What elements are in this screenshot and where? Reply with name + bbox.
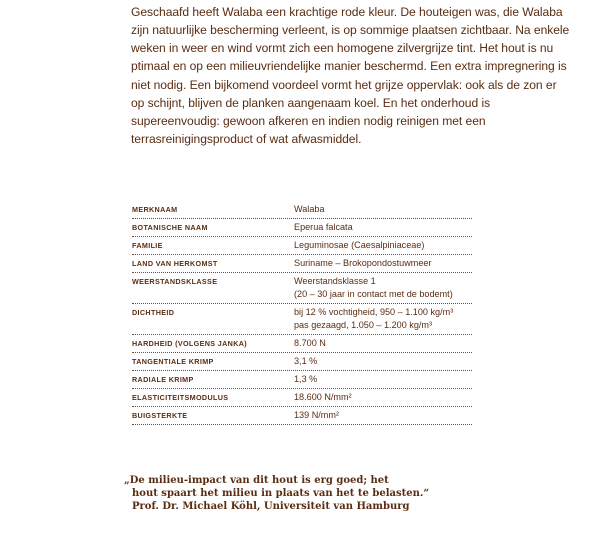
spec-value-line: 139 N/mm² <box>294 410 339 420</box>
spec-value <box>294 391 472 404</box>
spec-value-line: 3,1 % <box>294 356 318 366</box>
spec-value <box>294 409 472 422</box>
spec-value-line: Eperua falcata <box>294 222 353 232</box>
spec-row-buigsterkte <box>132 407 472 425</box>
spec-value <box>294 203 472 216</box>
spec-row-botanische-naam <box>132 219 472 237</box>
quote-author: Prof. Dr. Michael Köhl, Universiteit van Hamburg <box>132 501 410 513</box>
spec-value-line: Suriname – Brokopondostuwmeer <box>294 258 432 268</box>
spec-label: RADIALE KRIMP <box>132 375 194 384</box>
spec-row-weerstandsklasse <box>132 273 472 304</box>
spec-row-tangentiale-krimp <box>132 353 472 371</box>
spec-value-line: bij 12 % vochtigheid, 950 – 1.100 kg/m³ <box>294 307 454 317</box>
spec-value <box>294 337 472 350</box>
spec-label: BUIGSTERKTE <box>132 411 188 420</box>
spec-value-line: 8.700 N <box>294 338 326 348</box>
spec-label: DICHTHEID <box>132 308 175 317</box>
spec-label: FAMILIE <box>132 241 163 250</box>
spec-row-hardheid <box>132 335 472 353</box>
spec-label: WEERSTANDSKLASSE <box>132 277 218 286</box>
quote-line: „De milieu-impact van dit hout is erg goed; het <box>124 475 389 486</box>
spec-row-elasticiteitsmodulus <box>132 389 472 407</box>
spec-row-familie <box>132 237 472 255</box>
spec-value <box>294 221 472 234</box>
spec-row-radiale-krimp <box>132 371 472 389</box>
specifications-table <box>132 201 472 425</box>
spec-value <box>294 275 472 301</box>
spec-row-dichtheid <box>132 304 472 335</box>
spec-value-line: Leguminosae (Caesalpiniaceae) <box>294 240 425 250</box>
spec-label: LAND VAN HERKOMST <box>132 259 218 268</box>
spec-label: ELASTICITEITSMODULUS <box>132 393 229 402</box>
testimonial-quote <box>124 474 444 514</box>
quote-line: hout spaart het milieu in plaats van het te belasten.“ <box>132 488 430 500</box>
spec-value-line: 1,3 % <box>294 374 318 384</box>
spec-value-line: Weerstandsklasse 1 <box>294 276 376 286</box>
spec-value-line: (20 – 30 jaar in contact met de bodemt) <box>294 289 453 299</box>
spec-label: BOTANISCHE NAAM <box>132 223 208 232</box>
spec-value-line: 18.600 N/mm² <box>294 392 352 402</box>
spec-value-line: Walaba <box>294 204 325 214</box>
spec-value <box>294 373 472 386</box>
spec-value <box>294 355 472 368</box>
spec-label: TANGENTIALE KRIMP <box>132 357 214 366</box>
spec-row-land-van-herkomst <box>132 255 472 273</box>
spec-value-line: pas gezaagd, 1.050 – 1.200 kg/m³ <box>294 320 433 330</box>
spec-label: HARDHEID (VOLGENS JANKA) <box>132 339 248 348</box>
spec-row-merknaam <box>132 201 472 219</box>
spec-value <box>294 257 472 270</box>
spec-value <box>294 239 472 252</box>
intro-paragraph: Geschaafd heeft Walaba een krachtige rode kleur. De houteigen was, die Walaba zijn natuurlijke bescherming verleent, is op sommige plaatsen zichtbaar. Na enkele weken in weer en wind vormt zich een homogene zilvergrijze tint. Het hout is nu ptimaal en op een milieuvriendelijke manier beschermd. Een extra impregnering is niet nodig. Een bijkomend voordeel vormt het grijze oppervlak: ook als de zon er op schijnt, blijven de planken aangenaam koel. En het onderhoud is supereenvoudig: gewoon afkeren en indien nodig reinigen met een terrasreinigingsproduct of wat afwasmiddel. <box>131 5 570 147</box>
spec-value <box>294 306 472 332</box>
spec-label: MERKNAAM <box>132 205 178 214</box>
